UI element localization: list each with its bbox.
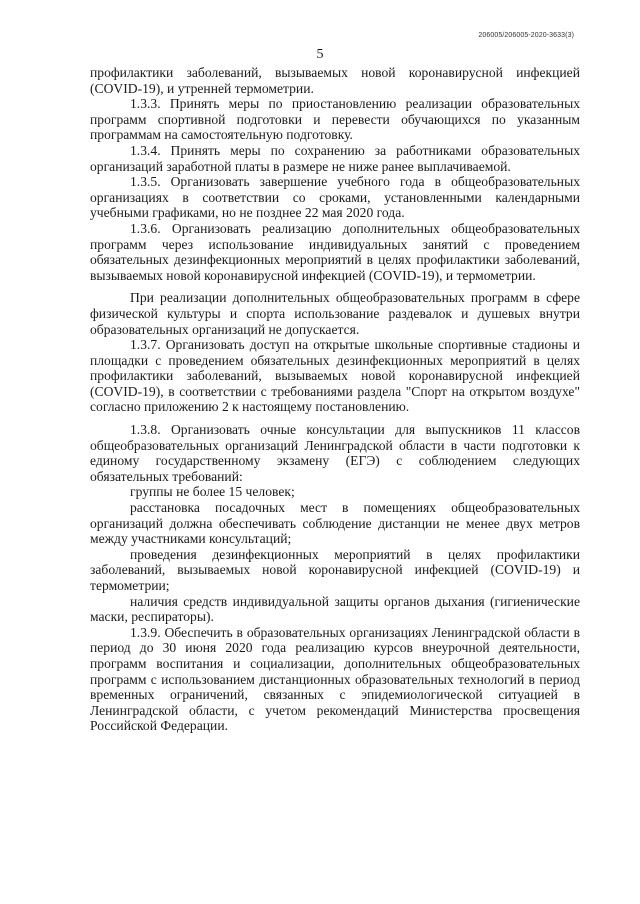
paragraph-sports-facilities: При реализации дополнительных общеобразовательных программ в сфере физической культуры и спорта использование раздевалок и душевых внутри образовательных организаций не допускается. — [90, 290, 580, 337]
paragraph-covid-continuation: профилактики заболеваний, вызываемых новой коронавирусной инфекцией (COVID-19), и утренней термометрии. — [90, 65, 580, 96]
paragraph-1-3-4: 1.3.4. Принять меры по сохранению за работниками образовательных организаций заработной платы в размере не ниже ранее выплачиваемой. — [90, 142, 580, 174]
paragraph-1-3-9: 1.3.9. Обеспечить в образовательных организациях Ленинградской области в период до 30 июня 2020 года реализацию курсов внеурочной деятельности, программ воспитания и социализации, дополнительных общеобразовательных программ с использованием дистанционных образовательных технологий в период временных ограничений, связанных с эпидемиологической ситуацией в Ленинградской области, с учетом рекомендаций Министерства просвещения Российской Федерации. — [90, 624, 580, 734]
paragraph-1-3-5: 1.3.5. Организовать завершение учебного года в общеобразовательных организациях в соответствии со сроками, установленными календарными учебными графиками, но не позднее 22 мая 2020 года. — [90, 174, 580, 221]
paragraph-1-3-3: 1.3.3. Принять меры по приостановлению реализации образовательных программ спортивной подготовки и перевести обучающихся по указанным программам на самостоятельную подготовку. — [90, 96, 580, 143]
list-item-protection: наличия средств индивидуальной защиты органов дыхания (гигиенические маски, респираторы). — [90, 593, 580, 625]
list-item-group-size: группы не более 15 человек; — [130, 484, 295, 500]
page-number: 5 — [316, 47, 324, 62]
document-body — [90, 65, 580, 734]
list-item-disinfection: проведения дезинфекционных мероприятий в целях профилактики заболеваний, вызываемых новой коронавирусной инфекцией (COVID-19) и термометрии; — [90, 546, 580, 593]
list-item-seating: расстановка посадочных мест в помещениях общеобразовательных организаций должна обеспечивать соблюдение дистанции не менее двух метров между участниками консультаций; — [90, 500, 580, 547]
paragraph-1-3-7: 1.3.7. Организовать доступ на открытые школьные спортивные стадионы и площадки с проведением обязательных дезинфекционных мероприятий в целях профилактики заболеваний, вызываемых новой коронавирусной инфекцией (COVID-19), в соответствии с требованиями раздела "Спорт на открытом воздухе" согласно приложению 2 к настоящему постановлению. — [90, 337, 580, 415]
paragraph-1-3-6: 1.3.6. Организовать реализацию дополнительных общеобразовательных программ через использование индивидуальных занятий с проведением обязательных дезинфекционных мероприятий в целях профилактики заболеваний, вызываемых новой коронавирусной инфекцией (COVID-19), и термометрии. — [90, 220, 580, 283]
paragraph-1-3-8: 1.3.8. Организовать очные консультации для выпускников 11 классов общеобразовательных организаций Ленинградской области в части подготовки к единому государственному экзамену (ЕГЭ) с соблюдением следующих обязательных требований: — [90, 422, 580, 484]
document-id: 206005/206005-2020-3633(3) — [478, 32, 574, 39]
